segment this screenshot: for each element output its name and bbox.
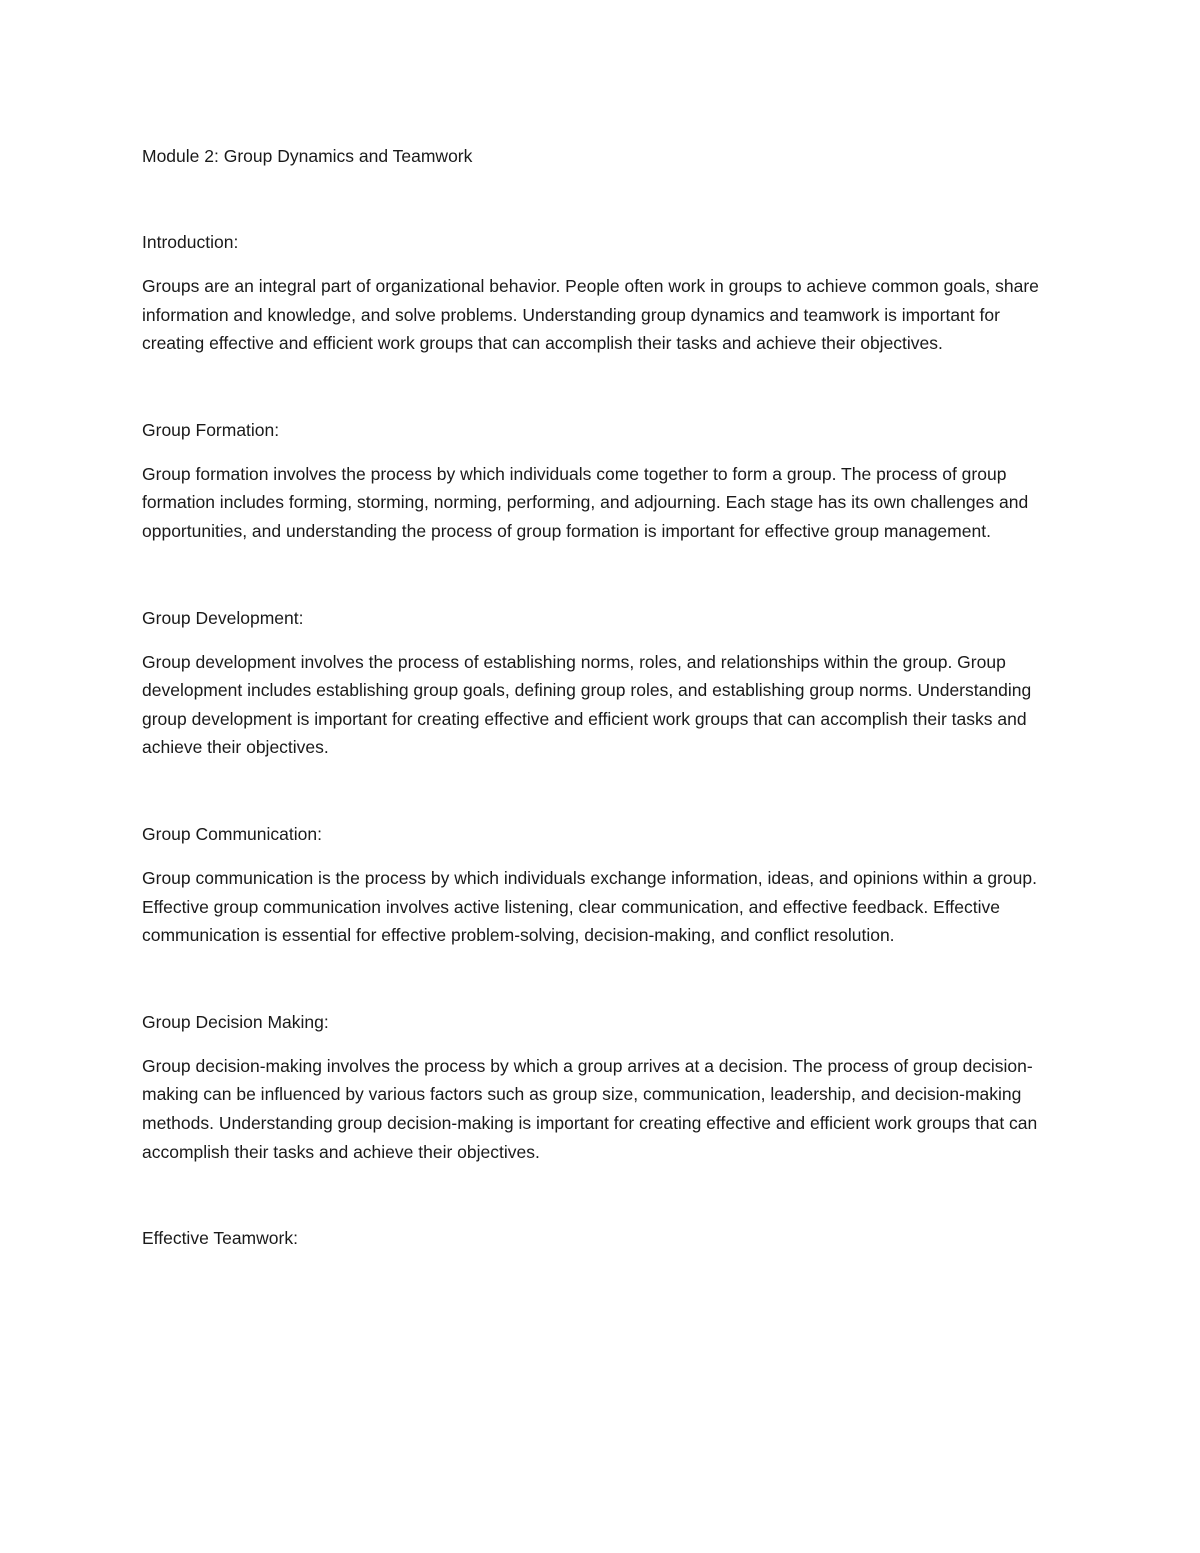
section-group-formation	[142, 416, 1062, 546]
section-paragraph: Group decision-making involves the process by which a group arrives at a decision. The process of group decision-making can be influenced by various factors such as group size, communication, leadership, and decision-making methods. Understanding group decision-making is important for creating effective and efficient work groups that can accomplish their tasks and achieve their objectives.	[142, 1055, 1038, 1162]
section-paragraph: Groups are an integral part of organizational behavior. People often work in groups to achieve common goals, share information and knowledge, and solve problems. Understanding group dynamics and teamwork is important for creating effective and efficient work groups that can accomplish their tasks and achieve their objectives.	[142, 276, 1039, 354]
section-group-decision-making	[142, 1008, 1062, 1166]
section-introduction	[142, 228, 1062, 358]
section-heading: Effective Teamwork:	[142, 1228, 298, 1249]
section-heading: Group Development:	[142, 607, 304, 628]
section-effective-teamwork	[142, 1224, 1062, 1253]
section-heading: Group Decision Making:	[142, 1011, 329, 1032]
section-group-communication	[142, 820, 1062, 950]
section-heading: Group Communication:	[142, 823, 322, 844]
section-paragraph: Group formation involves the process by which individuals come together to form a group. The process of group formation includes forming, storming, norming, performing, and adjourning. Each stage has its own challenges and opportunities, and understanding the process of group formation is important for effective group management.	[142, 463, 1029, 541]
section-paragraph: Group development involves the process of establishing norms, roles, and relationships within the group. Group development includes establishing group goals, defining group roles, and establishing group norms. Understanding group development is important for creating effective and efficient work groups that can accomplish their tasks and achieve their objectives.	[142, 651, 1032, 758]
document-body	[142, 142, 1062, 1253]
section-heading: Introduction:	[142, 232, 239, 252]
section-heading: Group Formation:	[142, 419, 280, 440]
document-title: Module 2: Group Dynamics and Teamwork	[142, 146, 473, 166]
section-group-development	[142, 604, 1062, 762]
section-paragraph: Group communication is the process by which individuals exchange information, ideas, and opinions within a group. Effective group communication involves active listening, clear communication, and effective feedback. Effective communication is essential for effective problem-solving, decision-making, and conflict resolution.	[142, 867, 1037, 946]
